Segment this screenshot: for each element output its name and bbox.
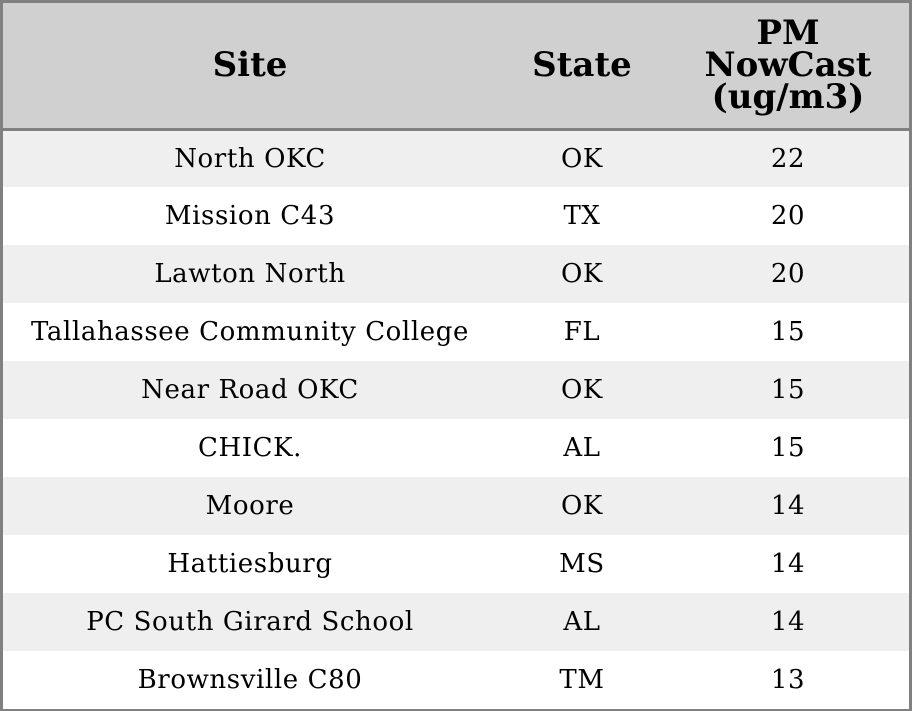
cell-pm-nowcast: 15 — [770, 433, 806, 463]
cell-state: AL — [563, 433, 601, 463]
cell-site: PC South Girard School — [86, 607, 414, 637]
cell-site: Brownsville C80 — [137, 665, 363, 695]
cell-state: TX — [563, 201, 601, 231]
table-row — [3, 187, 909, 245]
column-header-state: State — [532, 45, 632, 86]
cell-state: FL — [563, 317, 601, 347]
table-row — [3, 129, 909, 187]
cell-pm-nowcast: 14 — [770, 549, 806, 579]
cell-pm-nowcast: 15 — [770, 375, 806, 405]
cell-state: AL — [563, 607, 601, 637]
cell-site: Near Road OKC — [141, 375, 359, 405]
cell-site: Mission C43 — [164, 201, 336, 231]
cell-site: Moore — [205, 491, 295, 521]
column-header-pm-nowcast: PM NowCast (ug/m3) — [704, 13, 872, 118]
cell-site: Hattiesburg — [167, 549, 333, 579]
table-row — [3, 245, 909, 303]
table-header — [3, 3, 909, 129]
cell-pm-nowcast: 22 — [770, 143, 806, 174]
cell-site: Tallahassee Community College — [31, 317, 469, 347]
table-body — [3, 129, 909, 709]
cell-state: OK — [561, 375, 603, 405]
cell-pm-nowcast: 14 — [770, 607, 806, 637]
table-row — [3, 303, 909, 361]
cell-pm-nowcast: 15 — [770, 317, 806, 347]
cell-pm-nowcast: 20 — [770, 259, 806, 289]
cell-state: TM — [559, 665, 605, 695]
table-row — [3, 477, 909, 535]
table-row — [3, 651, 909, 709]
column-header-site: Site — [212, 45, 288, 86]
cell-state: OK — [561, 259, 603, 289]
cell-site: Lawton North — [154, 259, 346, 289]
cell-state: OK — [561, 491, 603, 521]
header-row — [3, 3, 909, 129]
table-row — [3, 419, 909, 477]
cell-pm-nowcast: 14 — [770, 491, 806, 521]
cell-state: OK — [561, 143, 603, 174]
table-row — [3, 535, 909, 593]
cell-pm-nowcast: 13 — [770, 665, 806, 695]
cell-site: CHICK. — [197, 433, 303, 463]
pm-nowcast-table — [3, 3, 909, 709]
cell-state: MS — [559, 549, 605, 579]
table-row — [3, 593, 909, 651]
table-row — [3, 361, 909, 419]
cell-site: North OKC — [174, 143, 326, 174]
cell-pm-nowcast: 20 — [770, 201, 806, 231]
